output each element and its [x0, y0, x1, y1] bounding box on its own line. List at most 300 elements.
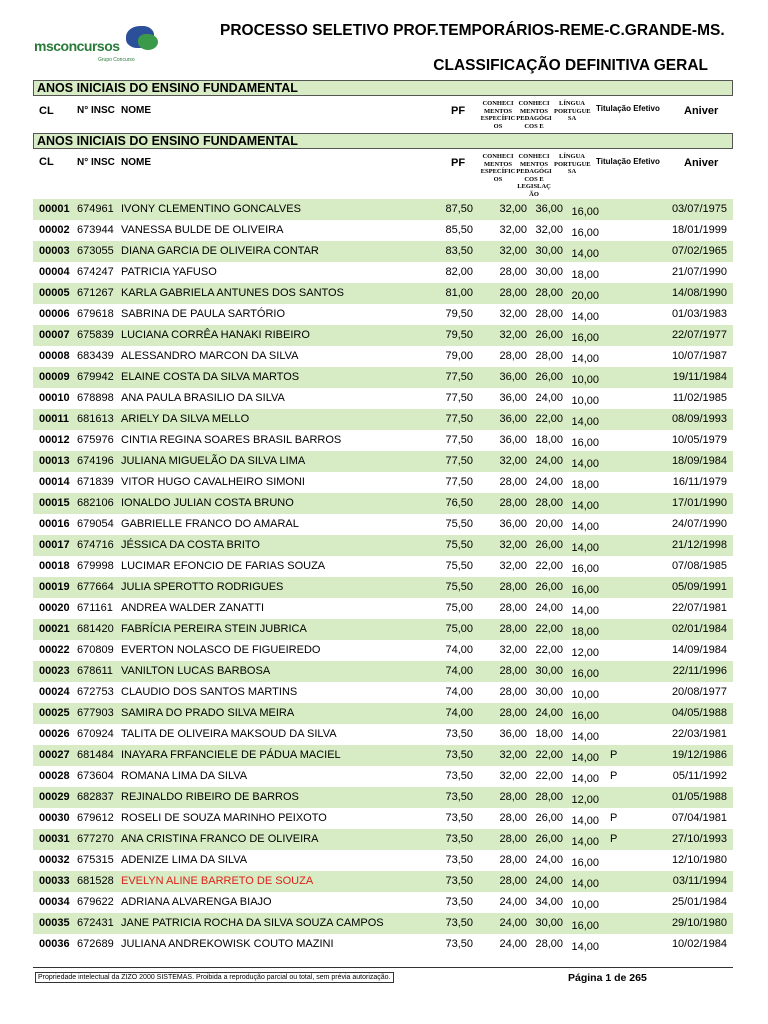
cell-conhecimentos-pedagogicos: 26,00 [535, 833, 563, 845]
table-row [33, 850, 733, 871]
cell-nome: KARLA GABRIELA ANTUNES DOS SANTOS [121, 287, 344, 299]
cell-conhecimentos-especificos: 28,00 [499, 602, 527, 614]
cell-pf: 75,00 [445, 602, 473, 614]
cell-conhecimentos-especificos: 28,00 [499, 812, 527, 824]
cell-nome: IVONY CLEMENTINO GONCALVES [121, 203, 301, 215]
cell-lingua-portuguesa: 16,00 [571, 920, 599, 932]
cell-conhecimentos-pedagogicos: 30,00 [535, 686, 563, 698]
cell-lingua-portuguesa: 14,00 [571, 311, 599, 323]
cell-conhecimentos-pedagogicos: 30,00 [535, 665, 563, 677]
cell-insc: 670809 [77, 644, 114, 656]
cell-aniver: 04/05/1988 [671, 707, 727, 719]
logo-leaf-icon [138, 34, 158, 50]
cell-titulacao: P [610, 749, 618, 761]
cell-pf: 76,50 [445, 497, 473, 509]
table-row [33, 493, 733, 514]
cell-nome: IONALDO JULIAN COSTA BRUNO [121, 497, 294, 509]
col-pf: PF [451, 157, 466, 169]
cell-nome: JULIANA ANDREKOWISK COUTO MAZINI [121, 938, 334, 950]
cell-cl: 00031 [39, 833, 70, 845]
cell-pf: 73,50 [445, 896, 473, 908]
cell-insc: 674961 [77, 203, 114, 215]
cell-pf: 83,50 [445, 245, 473, 257]
cell-aniver: 01/05/1988 [671, 791, 727, 803]
cell-lingua-portuguesa: 14,00 [571, 815, 599, 827]
col-titulacao: Titulação Efetivo [596, 157, 660, 166]
copyright-note: Propriedade intelectual da ZIZO 2000 SISTEMAS. Proibida a reprodução parcial ou total, sem prévia autorização. [35, 972, 394, 983]
cell-titulacao: P [610, 770, 618, 782]
cell-nome: ANDREA WALDER ZANATTI [121, 602, 265, 614]
cell-conhecimentos-pedagogicos: 28,00 [535, 791, 563, 803]
cell-nome: REJINALDO RIBEIRO DE BARROS [121, 791, 299, 803]
cell-cl: 00023 [39, 665, 70, 677]
cell-aniver: 07/08/1985 [671, 560, 727, 572]
cell-aniver: 01/03/1983 [671, 308, 727, 320]
cell-conhecimentos-pedagogicos: 34,00 [535, 896, 563, 908]
cell-cl: 00019 [39, 581, 70, 593]
cell-aniver: 22/07/1977 [671, 329, 727, 341]
cell-insc: 674716 [77, 539, 114, 551]
cell-nome: EVELYN ALINE BARRETO DE SOUZA [121, 875, 314, 887]
cell-pf: 73,50 [445, 938, 473, 950]
cell-pf: 74,00 [445, 665, 473, 677]
cell-conhecimentos-especificos: 32,00 [499, 539, 527, 551]
cell-lingua-portuguesa: 16,00 [571, 857, 599, 869]
cell-conhecimentos-especificos: 28,00 [499, 833, 527, 845]
cell-aniver: 22/11/1996 [672, 665, 727, 677]
cell-conhecimentos-especificos: 24,00 [499, 938, 527, 950]
cell-aniver: 05/11/1992 [672, 770, 727, 782]
cell-conhecimentos-pedagogicos: 32,00 [535, 224, 563, 236]
table-row [33, 829, 733, 850]
cell-insc: 672431 [77, 917, 114, 929]
cell-pf: 77,50 [445, 455, 473, 467]
cell-conhecimentos-especificos: 32,00 [499, 644, 527, 656]
cell-nome: INAYARA FRFANCIELE DE PÁDUA MACIEL [121, 749, 341, 761]
cell-aniver: 10/02/1984 [671, 938, 727, 950]
cell-aniver: 19/12/1986 [671, 749, 727, 761]
cell-nome: ANA CRISTINA FRANCO DE OLIVEIRA [121, 833, 319, 845]
cell-pf: 75,50 [445, 539, 473, 551]
col-lingua-portuguesa: LÍNGUA PORTUGUE SA [554, 100, 591, 122]
cell-insc: 679622 [77, 896, 114, 908]
cell-insc: 671161 [77, 602, 113, 614]
table-row [33, 724, 733, 745]
cell-pf: 73,50 [445, 875, 473, 887]
cell-insc: 674196 [77, 455, 114, 467]
cell-pf: 82,00 [445, 266, 473, 278]
cell-nome: TALITA DE OLIVEIRA MAKSOUD DA SILVA [121, 728, 337, 740]
cell-conhecimentos-pedagogicos: 26,00 [535, 371, 563, 383]
cell-insc: 675839 [77, 329, 114, 341]
cell-lingua-portuguesa: 18,00 [571, 479, 599, 491]
cell-conhecimentos-pedagogicos: 24,00 [535, 602, 563, 614]
table-row [33, 325, 733, 346]
cell-aniver: 02/01/1984 [671, 623, 727, 635]
cell-lingua-portuguesa: 14,00 [571, 731, 599, 743]
cell-insc: 681528 [77, 875, 114, 887]
col-lingua-portuguesa: LÍNGUA PORTUGUE SA [554, 153, 591, 175]
cell-insc: 678611 [77, 665, 113, 677]
col-cl: CL [39, 156, 54, 168]
cell-conhecimentos-pedagogicos: 30,00 [535, 245, 563, 257]
cell-aniver: 03/11/1994 [672, 875, 727, 887]
cell-nome: VITOR HUGO CAVALHEIRO SIMONI [121, 476, 305, 488]
cell-lingua-portuguesa: 16,00 [571, 227, 599, 239]
cell-nome: GABRIELLE FRANCO DO AMARAL [121, 518, 299, 530]
cell-conhecimentos-especificos: 36,00 [499, 434, 527, 446]
cell-lingua-portuguesa: 16,00 [571, 437, 599, 449]
cell-nome: VANILTON LUCAS BARBOSA [121, 665, 271, 677]
cell-nome: JÉSSICA DA COSTA BRITO [121, 539, 260, 551]
cell-cl: 00014 [39, 476, 70, 488]
cell-lingua-portuguesa: 14,00 [571, 941, 599, 953]
cell-conhecimentos-pedagogicos: 28,00 [535, 350, 563, 362]
cell-nome: ADENIZE LIMA DA SILVA [121, 854, 248, 866]
msconcursos-logo [34, 26, 164, 70]
cell-pf: 81,00 [445, 287, 473, 299]
column-header [36, 153, 736, 197]
cell-conhecimentos-pedagogicos: 26,00 [535, 329, 563, 341]
cell-conhecimentos-especificos: 28,00 [499, 350, 527, 362]
cell-insc: 670924 [77, 728, 114, 740]
cell-cl: 00021 [39, 623, 70, 635]
cell-cl: 00002 [39, 224, 70, 236]
cell-aniver: 03/07/1975 [671, 203, 727, 215]
table-row [33, 871, 733, 892]
cell-conhecimentos-pedagogicos: 22,00 [535, 749, 563, 761]
cell-conhecimentos-pedagogicos: 24,00 [535, 455, 563, 467]
table-row [33, 703, 733, 724]
cell-conhecimentos-especificos: 32,00 [499, 770, 527, 782]
table-row [33, 745, 733, 766]
table-row [33, 913, 733, 934]
cell-nome: SAMIRA DO PRADO SILVA MEIRA [121, 707, 295, 719]
cell-titulacao: P [610, 833, 618, 845]
cell-conhecimentos-especificos: 32,00 [499, 224, 527, 236]
cell-pf: 73,50 [445, 728, 473, 740]
cell-nome: VANESSA BULDE DE OLIVEIRA [121, 224, 284, 236]
cell-nome: ROMANA LIMA DA SILVA [121, 770, 248, 782]
cell-lingua-portuguesa: 10,00 [571, 689, 599, 701]
cell-conhecimentos-pedagogicos: 28,00 [535, 287, 563, 299]
cell-conhecimentos-pedagogicos: 28,00 [535, 938, 563, 950]
cell-pf: 73,50 [445, 770, 473, 782]
cell-pf: 87,50 [445, 203, 473, 215]
col-aniver: Aniver [684, 105, 719, 117]
cell-conhecimentos-especificos: 36,00 [499, 413, 527, 425]
cell-conhecimentos-pedagogicos: 22,00 [535, 413, 563, 425]
cell-insc: 683439 [77, 350, 114, 362]
cell-pf: 77,50 [445, 413, 473, 425]
cell-aniver: 24/07/1990 [671, 518, 727, 530]
cell-nome: FABRÍCIA PEREIRA STEIN JUBRICA [121, 623, 307, 635]
cell-conhecimentos-especificos: 32,00 [499, 560, 527, 572]
col-nome: NOME [121, 157, 151, 168]
col-conhecimentos-pedagogicos: CONHECI MENTOS PEDAGÓGI COS E [516, 100, 552, 130]
cell-pf: 77,50 [445, 476, 473, 488]
cell-cl: 00001 [39, 203, 70, 215]
cell-insc: 672753 [77, 686, 114, 698]
cell-cl: 00022 [39, 644, 70, 656]
cell-lingua-portuguesa: 12,00 [571, 647, 599, 659]
cell-conhecimentos-especificos: 24,00 [499, 917, 527, 929]
table-row [33, 262, 733, 283]
cell-pf: 73,50 [445, 749, 473, 761]
cell-cl: 00029 [39, 791, 70, 803]
cell-aniver: 16/11/1979 [672, 476, 727, 488]
cell-titulacao: P [610, 812, 618, 824]
cell-nome: JULIA SPEROTTO RODRIGUES [121, 581, 284, 593]
table-row [33, 682, 733, 703]
cell-conhecimentos-especificos: 28,00 [499, 665, 527, 677]
cell-cl: 00024 [39, 686, 70, 698]
cell-aniver: 21/07/1990 [671, 266, 727, 278]
cell-conhecimentos-especificos: 36,00 [499, 392, 527, 404]
cell-pf: 77,50 [445, 392, 473, 404]
cell-conhecimentos-especificos: 28,00 [499, 497, 527, 509]
table-row [33, 766, 733, 787]
cell-lingua-portuguesa: 14,00 [571, 773, 599, 785]
col-conhecimentos-especificos: CONHECI MENTOS ESPECÍFIC OS [480, 100, 516, 130]
cell-cl: 00005 [39, 287, 70, 299]
section-band-top: ANOS INICIAIS DO ENSINO FUNDAMENTAL [33, 80, 733, 96]
cell-cl: 00033 [39, 875, 70, 887]
cell-aniver: 21/12/1998 [671, 539, 727, 551]
table-row [33, 409, 733, 430]
cell-lingua-portuguesa: 14,00 [571, 521, 599, 533]
cell-lingua-portuguesa: 10,00 [571, 374, 599, 386]
cell-conhecimentos-pedagogicos: 22,00 [535, 623, 563, 635]
cell-insc: 675976 [77, 434, 114, 446]
cell-pf: 75,50 [445, 581, 473, 593]
cell-insc: 679612 [77, 812, 114, 824]
logo-subtext: Grupo Concurso [98, 57, 135, 63]
cell-conhecimentos-especificos: 28,00 [499, 476, 527, 488]
cell-pf: 73,50 [445, 833, 473, 845]
cell-aniver: 11/02/1985 [672, 392, 727, 404]
table-row [33, 934, 733, 955]
cell-aniver: 29/10/1980 [671, 917, 727, 929]
cell-lingua-portuguesa: 12,00 [571, 794, 599, 806]
table-row [33, 640, 733, 661]
table-row [33, 367, 733, 388]
cell-conhecimentos-especificos: 32,00 [499, 455, 527, 467]
cell-pf: 77,50 [445, 371, 473, 383]
cell-nome: ROSELI DE SOUZA MARINHO PEIXOTO [121, 812, 327, 824]
cell-lingua-portuguesa: 16,00 [571, 668, 599, 680]
cell-cl: 00003 [39, 245, 70, 257]
cell-conhecimentos-especificos: 24,00 [499, 896, 527, 908]
cell-insc: 681613 [77, 413, 114, 425]
cell-cl: 00027 [39, 749, 70, 761]
cell-cl: 00034 [39, 896, 70, 908]
cell-conhecimentos-pedagogicos: 24,00 [535, 854, 563, 866]
cell-insc: 679054 [77, 518, 114, 530]
cell-insc: 672689 [77, 938, 114, 950]
section-band: ANOS INICIAIS DO ENSINO FUNDAMENTAL [33, 133, 733, 149]
table-row [33, 451, 733, 472]
cell-nome: SABRINA DE PAULA SARTÓRIO [121, 308, 286, 320]
table-row [33, 892, 733, 913]
cell-insc: 677903 [77, 707, 114, 719]
cell-lingua-portuguesa: 18,00 [571, 626, 599, 638]
cell-pf: 74,00 [445, 644, 473, 656]
cell-pf: 85,50 [445, 224, 473, 236]
cell-aniver: 18/01/1999 [671, 224, 727, 236]
cell-nome: DIANA GARCIA DE OLIVEIRA CONTAR [121, 245, 319, 257]
table-row [33, 304, 733, 325]
cell-conhecimentos-pedagogicos: 28,00 [535, 497, 563, 509]
cell-conhecimentos-especificos: 36,00 [499, 518, 527, 530]
cell-lingua-portuguesa: 14,00 [571, 836, 599, 848]
logo-text: msconcursos [34, 38, 120, 54]
table-row [33, 598, 733, 619]
classification-table [33, 199, 733, 955]
cell-cl: 00008 [39, 350, 70, 362]
cell-lingua-portuguesa: 14,00 [571, 752, 599, 764]
table-row [33, 388, 733, 409]
cell-conhecimentos-especificos: 28,00 [499, 875, 527, 887]
cell-lingua-portuguesa: 10,00 [571, 899, 599, 911]
cell-pf: 79,50 [445, 329, 473, 341]
page-subtitle: CLASSIFICAÇÃO DEFINITIVA GERAL [433, 57, 708, 74]
footer-divider [33, 967, 733, 968]
cell-lingua-portuguesa: 14,00 [571, 353, 599, 365]
cell-conhecimentos-pedagogicos: 24,00 [535, 392, 563, 404]
cell-cl: 00028 [39, 770, 70, 782]
cell-cl: 00012 [39, 434, 70, 446]
cell-conhecimentos-pedagogicos: 18,00 [535, 728, 563, 740]
cell-insc: 679942 [77, 371, 114, 383]
cell-lingua-portuguesa: 14,00 [571, 416, 599, 428]
cell-conhecimentos-especificos: 28,00 [499, 707, 527, 719]
cell-pf: 79,00 [445, 350, 473, 362]
cell-pf: 77,50 [445, 434, 473, 446]
cell-conhecimentos-pedagogicos: 26,00 [535, 812, 563, 824]
cell-conhecimentos-especificos: 32,00 [499, 308, 527, 320]
cell-cl: 00016 [39, 518, 70, 530]
cell-pf: 73,50 [445, 812, 473, 824]
table-row [33, 430, 733, 451]
table-row [33, 577, 733, 598]
cell-nome: LUCIANA CORRÊA HANAKI RIBEIRO [121, 329, 310, 341]
col-nome: NOME [121, 105, 151, 116]
cell-conhecimentos-especificos: 28,00 [499, 266, 527, 278]
cell-conhecimentos-especificos: 28,00 [499, 623, 527, 635]
cell-pf: 79,50 [445, 308, 473, 320]
cell-insc: 681484 [77, 749, 114, 761]
cell-cl: 00018 [39, 560, 70, 572]
cell-conhecimentos-pedagogicos: 36,00 [535, 203, 563, 215]
col-pf: PF [451, 105, 466, 117]
col-cl: CL [39, 105, 54, 117]
cell-pf: 75,50 [445, 560, 473, 572]
cell-pf: 73,50 [445, 791, 473, 803]
col-insc: N° INSC [77, 105, 115, 116]
cell-lingua-portuguesa: 10,00 [571, 395, 599, 407]
cell-insc: 673055 [77, 245, 114, 257]
cell-cl: 00025 [39, 707, 70, 719]
cell-cl: 00017 [39, 539, 70, 551]
cell-lingua-portuguesa: 16,00 [571, 563, 599, 575]
cell-insc: 677270 [77, 833, 114, 845]
cell-lingua-portuguesa: 14,00 [571, 605, 599, 617]
cell-aniver: 27/10/1993 [671, 833, 727, 845]
table-row [33, 220, 733, 241]
cell-insc: 673944 [77, 224, 114, 236]
table-row [33, 472, 733, 493]
page-title: PROCESSO SELETIVO PROF.TEMPORÁRIOS-REME-C.GRANDE-MS. [220, 22, 725, 39]
cell-conhecimentos-pedagogicos: 22,00 [535, 644, 563, 656]
cell-conhecimentos-pedagogicos: 28,00 [535, 308, 563, 320]
cell-pf: 75,00 [445, 623, 473, 635]
cell-lingua-portuguesa: 14,00 [571, 878, 599, 890]
cell-pf: 73,50 [445, 854, 473, 866]
cell-aniver: 14/08/1990 [671, 287, 727, 299]
cell-aniver: 10/05/1979 [671, 434, 727, 446]
cell-insc: 671267 [77, 287, 114, 299]
cell-conhecimentos-especificos: 28,00 [499, 791, 527, 803]
col-aniver: Aniver [684, 157, 719, 169]
cell-nome: CINTIA REGINA SOARES BRASIL BARROS [121, 434, 342, 446]
table-row [33, 283, 733, 304]
cell-cl: 00007 [39, 329, 70, 341]
cell-aniver: 14/09/1984 [671, 644, 727, 656]
cell-conhecimentos-especificos: 32,00 [499, 749, 527, 761]
cell-insc: 673604 [77, 770, 114, 782]
cell-nome: JULIANA MIGUELÃO DA SILVA LIMA [121, 455, 306, 467]
cell-conhecimentos-pedagogicos: 22,00 [535, 560, 563, 572]
col-conhecimentos-pedagogicos: CONHECI MENTOS PEDAGÓGI COS E LEGISLAÇ ÃO [516, 153, 552, 198]
cell-conhecimentos-especificos: 28,00 [499, 287, 527, 299]
table-row [33, 514, 733, 535]
cell-aniver: 12/10/1980 [671, 854, 727, 866]
cell-pf: 75,50 [445, 518, 473, 530]
cell-conhecimentos-pedagogicos: 26,00 [535, 539, 563, 551]
cell-pf: 74,00 [445, 707, 473, 719]
cell-lingua-portuguesa: 14,00 [571, 542, 599, 554]
cell-aniver: 25/01/1984 [671, 896, 727, 908]
table-row [33, 535, 733, 556]
cell-lingua-portuguesa: 16,00 [571, 710, 599, 722]
cell-nome: ALESSANDRO MARCON DA SILVA [121, 350, 299, 362]
cell-cl: 00026 [39, 728, 70, 740]
cell-insc: 678898 [77, 392, 114, 404]
cell-cl: 00010 [39, 392, 70, 404]
cell-cl: 00006 [39, 308, 70, 320]
cell-lingua-portuguesa: 16,00 [571, 584, 599, 596]
cell-cl: 00036 [39, 938, 70, 950]
cell-nome: EVERTON NOLASCO DE FIGUEIREDO [121, 644, 321, 656]
cell-nome: JANE PATRICIA ROCHA DA SILVA SOUZA CAMPOS [121, 917, 384, 929]
table-row [33, 619, 733, 640]
table-row [33, 556, 733, 577]
col-conhecimentos-especificos: CONHECI MENTOS ESPECÍFIC OS [480, 153, 516, 183]
cell-aniver: 18/09/1984 [671, 455, 727, 467]
cell-cl: 00011 [39, 413, 69, 425]
cell-conhecimentos-pedagogicos: 22,00 [535, 770, 563, 782]
cell-conhecimentos-especificos: 28,00 [499, 686, 527, 698]
cell-aniver: 05/09/1991 [671, 581, 727, 593]
cell-nome: PATRICIA YAFUSO [121, 266, 217, 278]
cell-conhecimentos-pedagogicos: 26,00 [535, 581, 563, 593]
cell-conhecimentos-especificos: 32,00 [499, 329, 527, 341]
cell-conhecimentos-pedagogicos: 18,00 [535, 434, 563, 446]
cell-insc: 679618 [77, 308, 114, 320]
cell-conhecimentos-pedagogicos: 24,00 [535, 476, 563, 488]
table-row [33, 241, 733, 262]
